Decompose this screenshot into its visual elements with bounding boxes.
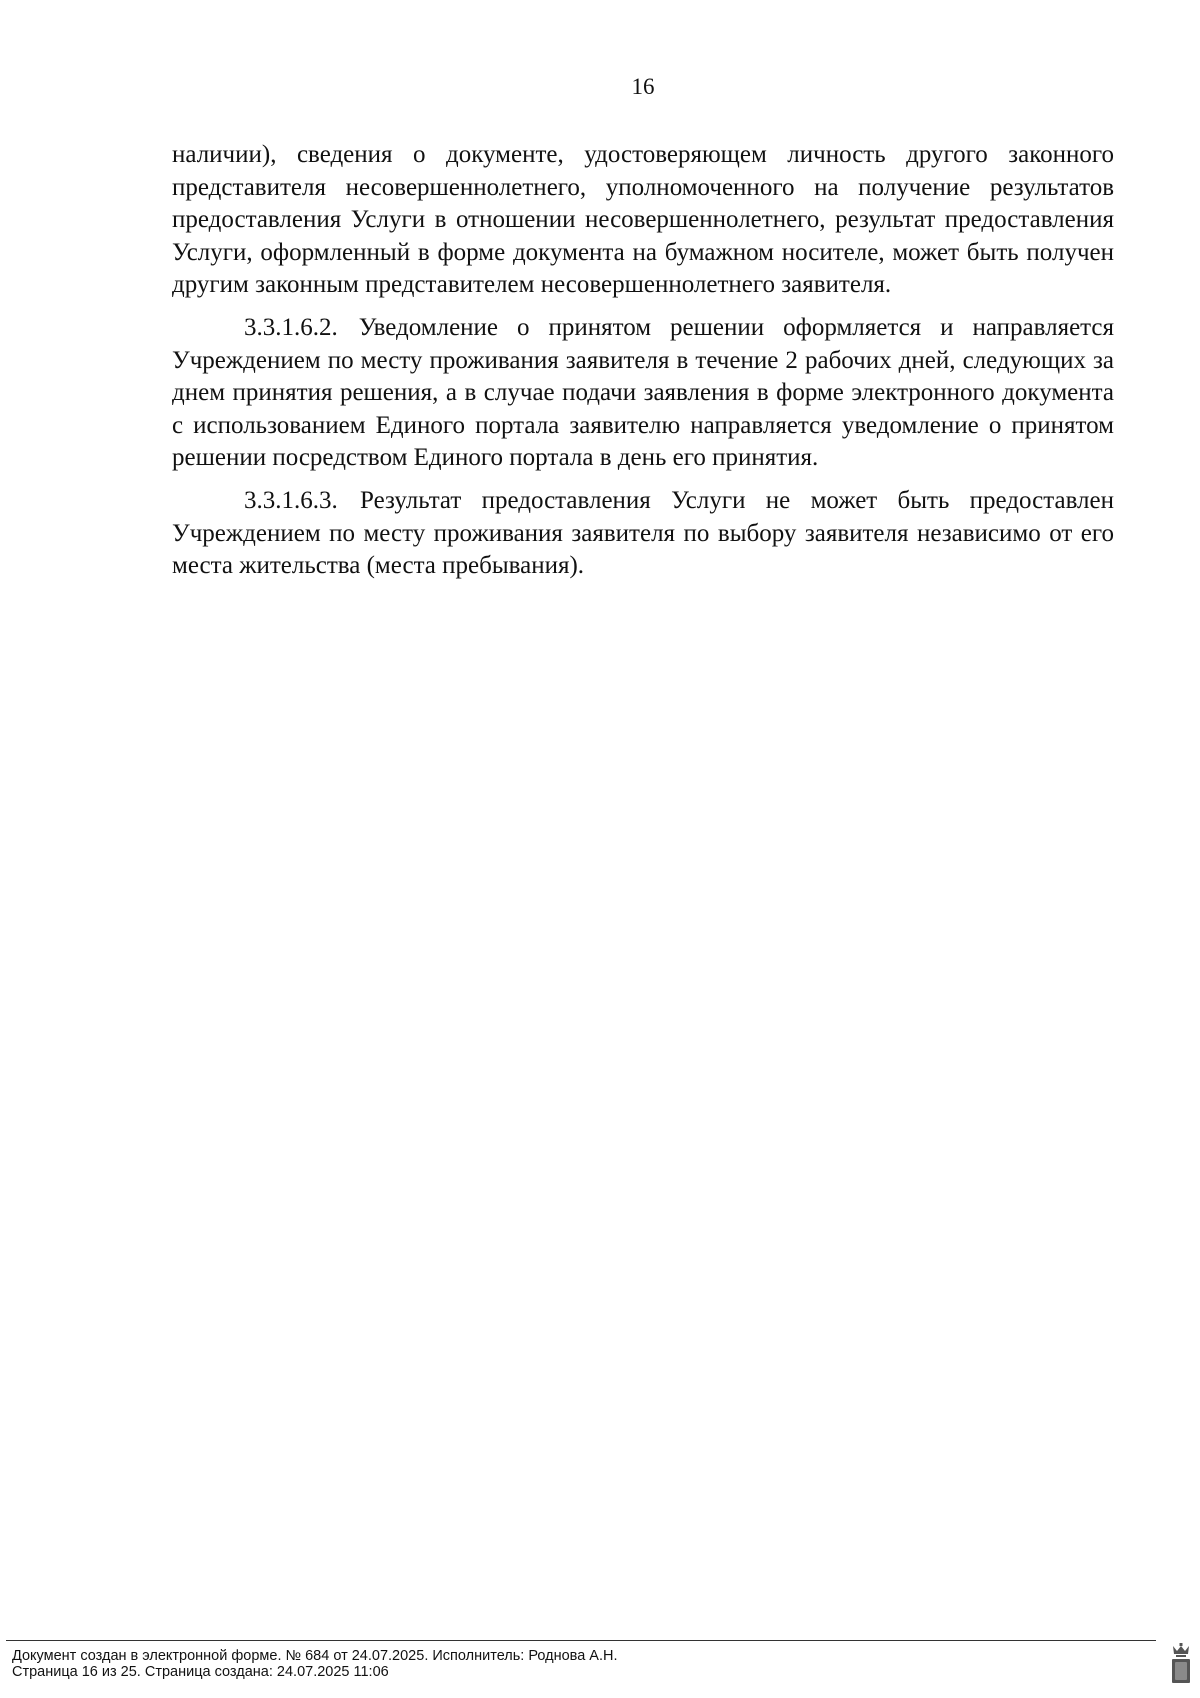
paragraph-text: Уведомление о принятом решении оформляется и направляется Учреждением по месту проживания заявителя в течение 2 рабочих дней, следующих за днем принятия решения, а в случае подачи заявления в форме электронного документа с использованием Единого портала заявителю направляется уведомление о принятом решении посредством Единого портала в день его принятия. bbox=[172, 313, 1114, 472]
paragraph-3-3-1-6-2 bbox=[172, 312, 1114, 475]
footer-divider bbox=[6, 1640, 1156, 1641]
paragraph-number: 3.3.1.6.2. bbox=[244, 313, 338, 341]
document-footer bbox=[12, 1648, 618, 1680]
paragraph-text: Результат предоставления Услуги не может быть предоставлен Учреждением по месту проживания заявителя по выбору заявителя независимо от его места жительства (места пребывания). bbox=[172, 486, 1114, 580]
paragraph-continuation bbox=[172, 139, 1114, 302]
footer-document-info: Документ создан в электронной форме. № 684 от 24.07.2025. Исполнитель: Роднова А.Н. bbox=[12, 1648, 618, 1664]
page-number: 16 bbox=[631, 74, 655, 99]
document-body bbox=[172, 139, 1114, 593]
paragraph-3-3-1-6-3 bbox=[172, 485, 1114, 583]
paragraph-number: 3.3.1.6.3. bbox=[244, 486, 338, 514]
footer-page-info: Страница 16 из 25. Страница создана: 24.07.2025 11:06 bbox=[12, 1664, 389, 1680]
coat-of-arms-icon bbox=[1170, 1643, 1192, 1685]
paragraph-text: наличии), сведения о документе, удостоверяющем личность другого законного представителя несовершеннолетнего, уполномоченного на получение результатов предоставления Услуги в отношении несовершеннолетнего, результат предоставления Услуги, оформленный в форме документа на бумажном носителе, может быть получен другим законным представителем несовершеннолетнего заявителя. bbox=[172, 141, 1114, 299]
